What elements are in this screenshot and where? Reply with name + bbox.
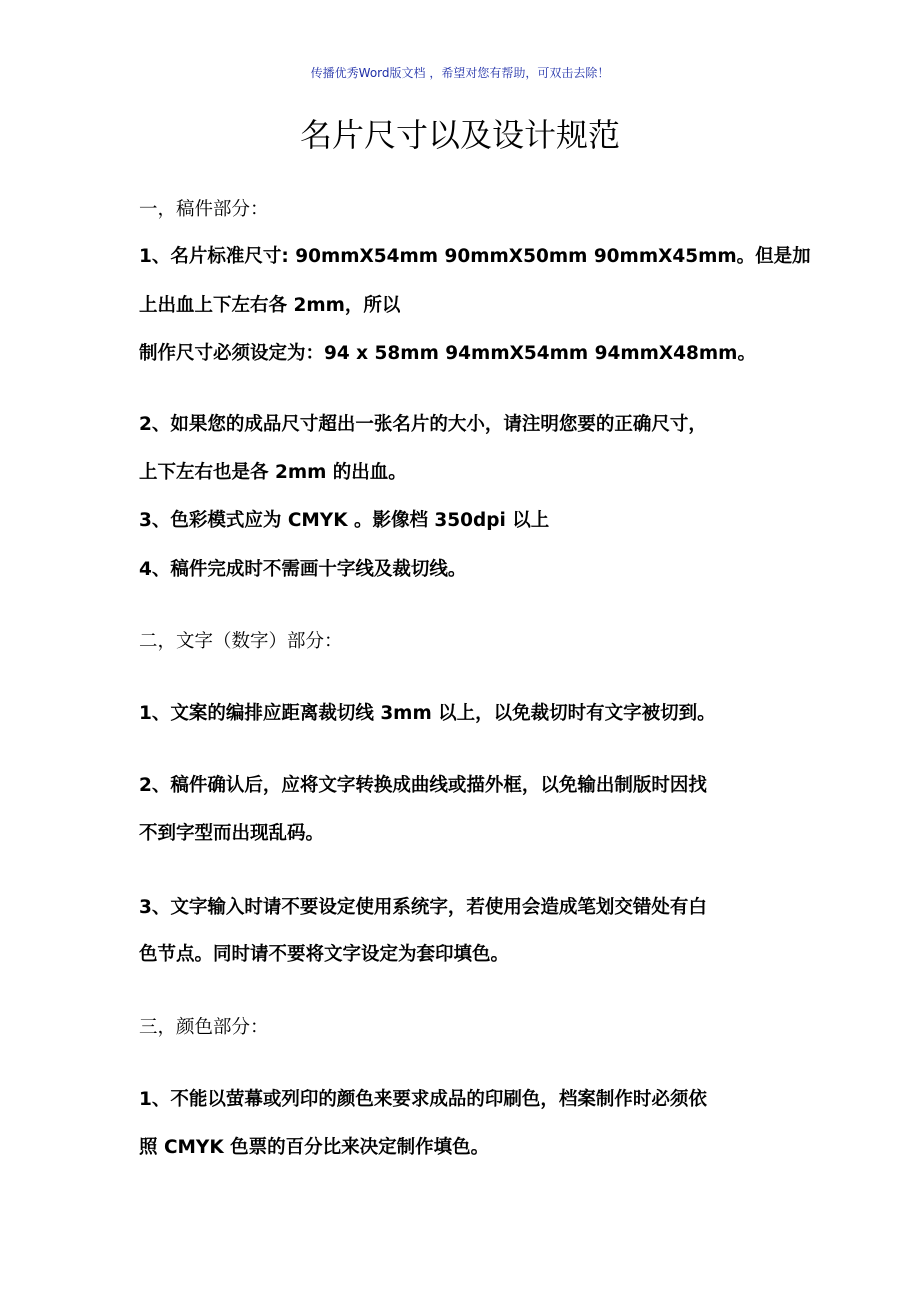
section-heading-color: 三，颜色部分：	[139, 1017, 269, 1038]
header-banner: 传播优秀Word版文档 ，希望对您有帮助，可双击去除！	[310, 66, 610, 80]
section-heading-text: 二，文字（数字）部分：	[139, 631, 343, 652]
paragraph-line: 1、不能以萤幕或列印的颜色来要求成品的印刷色，档案制作时必须依	[139, 1089, 707, 1110]
paragraph-line: 上下左右也是各 2mm 的出血。	[139, 462, 407, 483]
paragraph-line: 3、色彩模式应为 CMYK 。影像档 350dpi 以上	[139, 510, 550, 531]
paragraph-line: 2、如果您的成品尺寸超出一张名片的大小，请注明您要的正确尺寸，	[139, 414, 707, 435]
paragraph-line: 不到字型而出现乱码。	[139, 823, 325, 844]
paragraph-line: 制作尺寸必须设定为：94 x 58mm 94mmX54mm 94mmX48mm。	[139, 343, 756, 364]
paragraph-line: 上出血上下左右各 2mm，所以	[139, 295, 401, 316]
paragraph-line: 照 CMYK 色票的百分比来决定制作填色。	[139, 1137, 490, 1158]
section-heading-manuscript: 一，稿件部分：	[139, 199, 269, 220]
paragraph-line: 3、文字输入时请不要设定使用系统字，若使用会造成笔划交错处有白	[139, 897, 707, 918]
paragraph-line: 色节点。同时请不要将文字设定为套印填色。	[139, 944, 510, 965]
paragraph-line: 1、名片标准尺寸: 90mmX54mm 90mmX50mm 90mmX45mm。但是加	[139, 246, 811, 267]
paragraph-line: 2、稿件确认后，应将文字转换成曲线或描外框，以免输出制版时因找	[139, 775, 707, 796]
document-title: 名片尺寸以及设计规范	[299, 116, 620, 154]
paragraph-line: 4、稿件完成时不需画十字线及裁切线。	[139, 559, 467, 580]
paragraph-line: 1、文案的编排应距离裁切线 3mm 以上，以免裁切时有文字被切到。	[139, 703, 716, 724]
